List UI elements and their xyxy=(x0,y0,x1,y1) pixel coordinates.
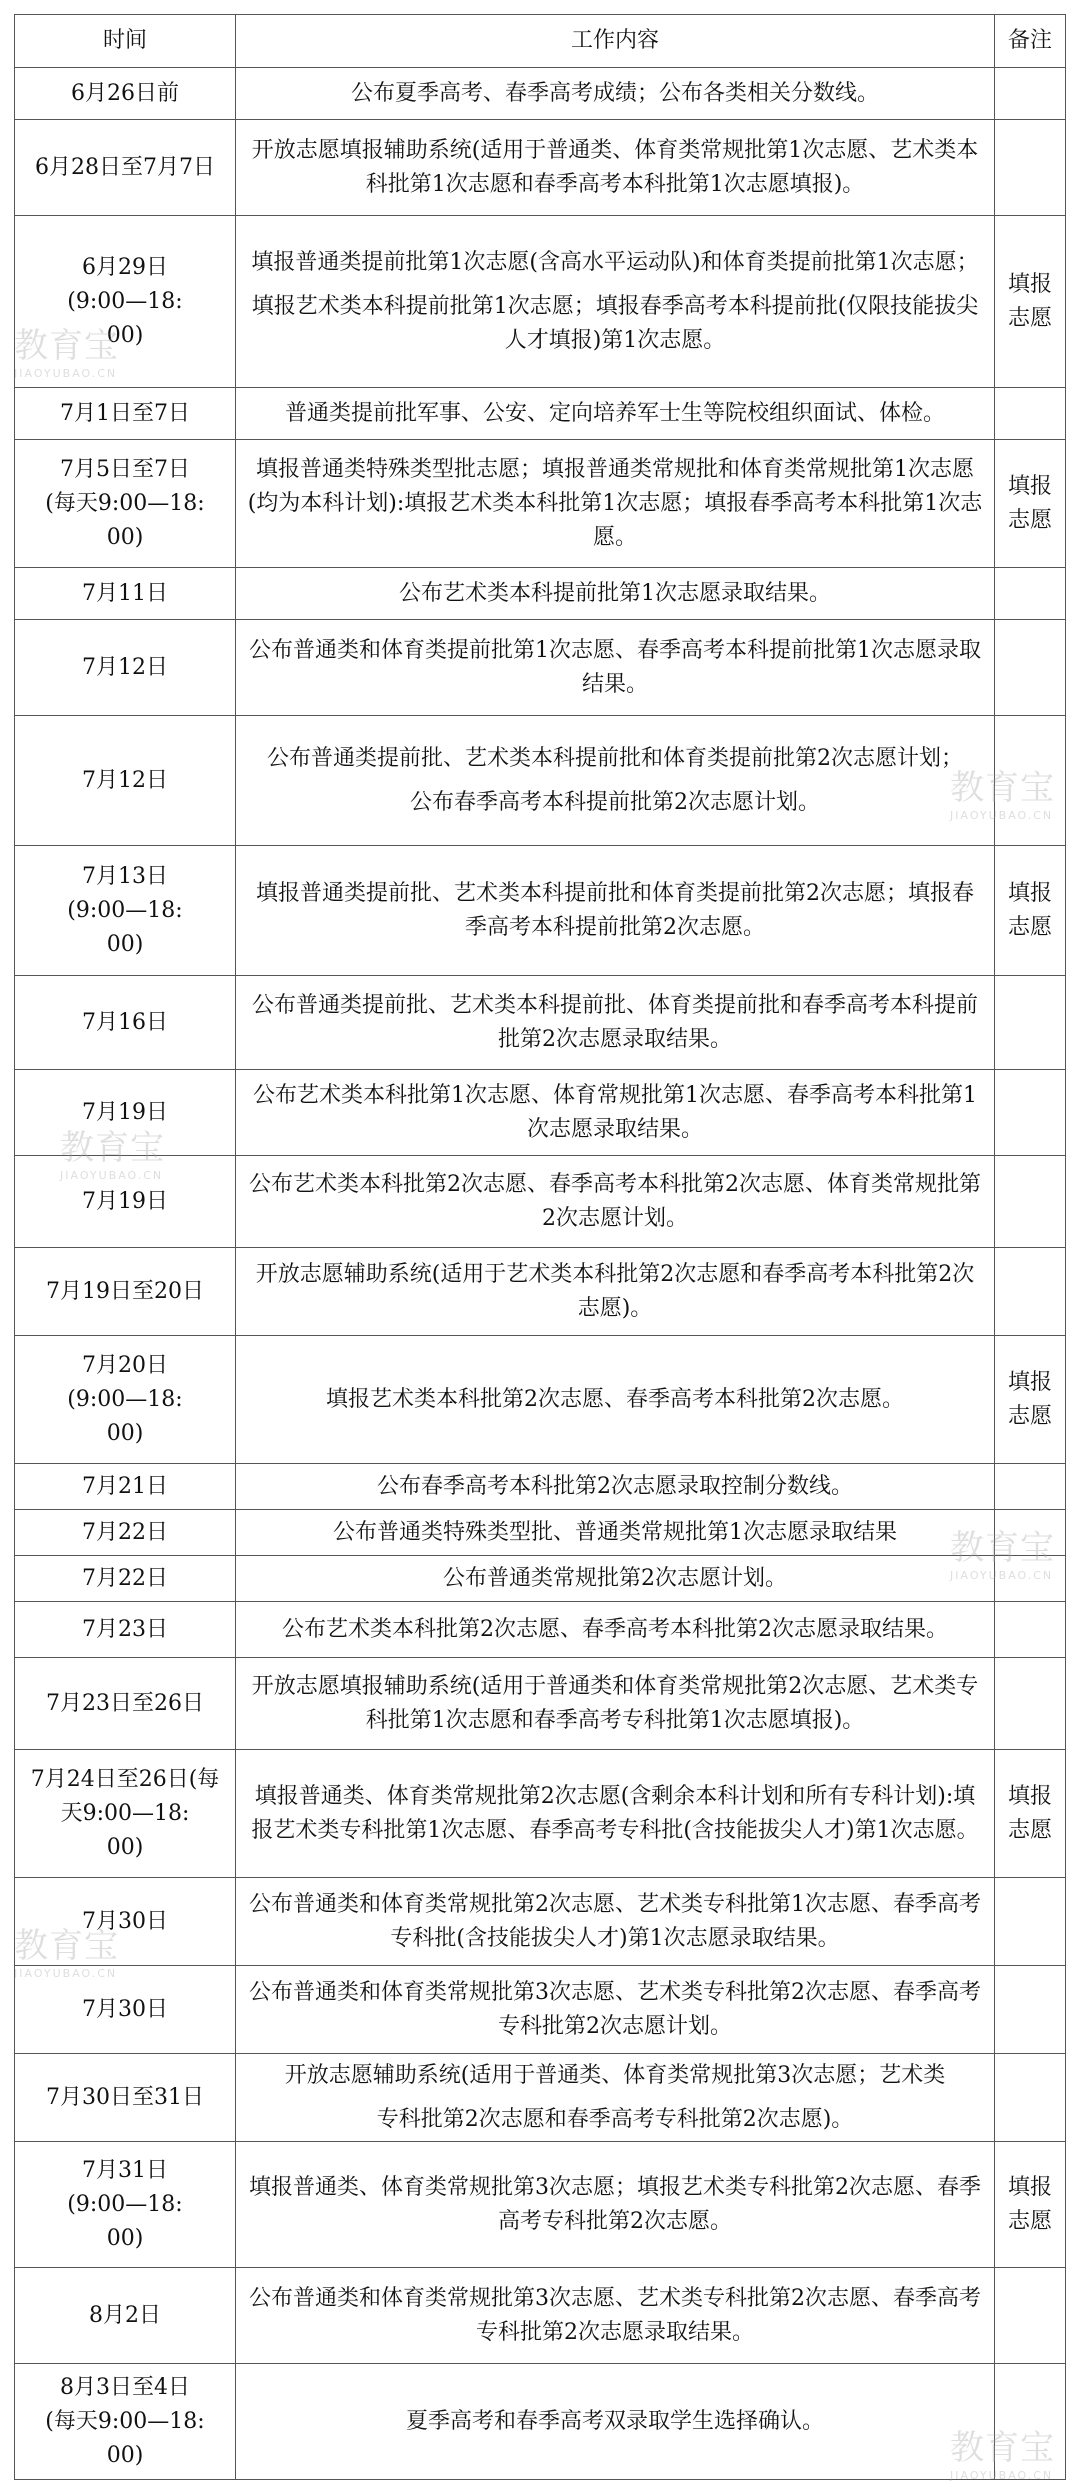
note-cell xyxy=(995,846,1066,976)
content-text: 普通类提前批军事、公安、定向培养军士生等院校组织面试、体检。 xyxy=(284,400,945,426)
content-text: 填报普通类提前批第1次志愿(含高水平运动队)和体育类提前批第1次志愿； xyxy=(251,249,979,275)
note-cell xyxy=(995,1464,1066,1510)
time-cell xyxy=(15,68,236,120)
note-cell xyxy=(995,1602,1066,1658)
time-cell xyxy=(15,1336,236,1464)
content-cell xyxy=(236,2268,995,2364)
time-text: 7月19日 xyxy=(82,1188,168,1214)
watermark: 教育宝 JIAOYUBAO.CN xyxy=(950,1528,1055,1582)
time-text: 7月21日 xyxy=(82,1473,168,1499)
content-text: 公布普通类提前批、艺术类本科提前批和体育类提前批第2次志愿计划； xyxy=(267,745,963,771)
content-cell xyxy=(236,2364,995,2480)
time-text: 7月19日至20日 xyxy=(46,1278,204,1304)
time-text: 7月16日 xyxy=(82,1009,168,1035)
content-text: 开放志愿填报辅助系统(适用于普通类和体育类常规批第2次志愿、艺术类专科批第1次志愿和春季高考专科批第1次志愿填报)。 xyxy=(251,1673,979,1733)
content-cell xyxy=(236,620,995,716)
table-row xyxy=(15,716,1066,846)
time-cell xyxy=(15,1248,236,1336)
note-cell xyxy=(995,568,1066,620)
time-text: 7月11日 xyxy=(82,580,168,606)
table-row xyxy=(15,2142,1066,2268)
table-row xyxy=(15,1750,1066,1878)
time-text: 7月30日 xyxy=(82,1908,168,1934)
watermark: 教育宝 JIAOYUBAO.CN xyxy=(950,2428,1055,2482)
time-text: 7月20日 xyxy=(82,1352,168,1378)
time-text: 7月24日至26日(每 xyxy=(30,1766,220,1792)
table-row xyxy=(15,1658,1066,1750)
note-cell xyxy=(995,1658,1066,1750)
note-cell xyxy=(995,2268,1066,2364)
note-text: 填报志愿 xyxy=(1007,1369,1052,1429)
table-row xyxy=(15,1464,1066,1510)
time-text: 8月2日 xyxy=(89,2302,161,2328)
content-cell xyxy=(236,1556,995,1602)
content-cell xyxy=(236,68,995,120)
content-text: 公布普通类和体育类常规批第2次志愿、艺术类专科批第1次志愿、春季高考专科批(含技能拔尖人才)第1次志愿录取结果。 xyxy=(249,1891,981,1951)
content-cell xyxy=(236,1878,995,1966)
time-cell xyxy=(15,976,236,1070)
time-text: 7月30日至31日 xyxy=(46,2084,204,2110)
note-cell xyxy=(995,120,1066,216)
table-row xyxy=(15,1510,1066,1556)
table-row xyxy=(15,1070,1066,1156)
table-row xyxy=(15,2268,1066,2364)
content-text: 专科批第2次志愿和春季高考专科批第2次志愿)。 xyxy=(376,2106,854,2132)
content-cell xyxy=(236,1336,995,1464)
header-content: 工作内容 xyxy=(236,15,995,68)
table-row xyxy=(15,1602,1066,1658)
content-text: 公布艺术类本科批第2次志愿、春季高考本科批第2次志愿、体育类常规批第2次志愿计划。 xyxy=(249,1171,981,1231)
time-text: 7月13日 xyxy=(82,863,168,889)
content-text: 公布春季高考本科提前批第2次志愿计划。 xyxy=(410,789,820,815)
content-text: 公布普通类和体育类常规批第3次志愿、艺术类专科批第2次志愿、春季高考专科批第2次志愿录取结果。 xyxy=(249,2285,981,2345)
table-row xyxy=(15,1336,1066,1464)
time-cell xyxy=(15,120,236,216)
time-text: 7月23日至26日 xyxy=(46,1690,204,1716)
time-text: 7月22日 xyxy=(82,1519,168,1545)
time-text: 7月23日 xyxy=(82,1616,168,1642)
content-text: 公布普通类常规批第2次志愿计划。 xyxy=(443,1565,787,1591)
time-cell xyxy=(15,1464,236,1510)
time-cell xyxy=(15,388,236,440)
time-text: (每天9:00—18: xyxy=(45,2408,205,2434)
table-row xyxy=(15,68,1066,120)
table-row xyxy=(15,216,1066,388)
content-cell xyxy=(236,976,995,1070)
time-cell xyxy=(15,1510,236,1556)
time-cell xyxy=(15,2364,236,2480)
content-text: 公布普通类和体育类常规批第3次志愿、艺术类专科批第2次志愿、春季高考专科批第2次志愿计划。 xyxy=(249,1979,981,2039)
content-text: 公布夏季高考、春季高考成绩；公布各类相关分数线。 xyxy=(350,80,879,106)
time-text: 7月12日 xyxy=(82,767,168,793)
content-text: 填报普通类提前批、艺术类本科提前批和体育类提前批第2次志愿；填报春季高考本科提前批第2次志愿。 xyxy=(256,880,974,940)
watermark: 教育宝 JIAOYUBAO.CN xyxy=(14,1926,119,1980)
time-text: 6月29日 xyxy=(82,254,168,280)
note-cell xyxy=(995,1070,1066,1156)
table-row xyxy=(15,1556,1066,1602)
note-cell xyxy=(995,388,1066,440)
time-text: 00) xyxy=(106,524,144,550)
time-text: 天9:00—18: xyxy=(60,1800,190,1826)
time-text: 00) xyxy=(106,1420,144,1446)
content-cell xyxy=(236,120,995,216)
content-text: 填报普通类、体育类常规批第2次志愿(含剩余本科计划和所有专科计划):填报艺术类专科批第1次志愿、春季高考专科批(含技能拔尖人才)第1次志愿。 xyxy=(251,1783,979,1843)
content-cell xyxy=(236,1070,995,1156)
time-text: 7月19日 xyxy=(82,1099,168,1125)
content-cell xyxy=(236,1464,995,1510)
time-text: 00) xyxy=(106,2225,144,2251)
time-cell xyxy=(15,1602,236,1658)
time-cell xyxy=(15,568,236,620)
time-text: 00) xyxy=(106,2442,144,2468)
time-cell xyxy=(15,1750,236,1878)
content-text: 开放志愿辅助系统(适用于普通类、体育类常规批第3次志愿；艺术类 xyxy=(284,2062,946,2088)
content-cell xyxy=(236,1966,995,2054)
time-text: 7月12日 xyxy=(82,654,168,680)
table-row xyxy=(15,568,1066,620)
table-row xyxy=(15,2054,1066,2142)
time-cell xyxy=(15,440,236,568)
table-row xyxy=(15,620,1066,716)
schedule-table xyxy=(14,14,1066,2480)
note-cell xyxy=(995,620,1066,716)
note-cell xyxy=(995,1156,1066,1248)
time-text: (9:00—18: xyxy=(67,1386,183,1412)
note-cell xyxy=(995,1248,1066,1336)
content-cell xyxy=(236,216,995,388)
time-text: (9:00—18: xyxy=(67,897,183,923)
content-text: 填报艺术类本科批第2次志愿、春季高考本科批第2次志愿。 xyxy=(326,1386,904,1412)
content-text: 填报普通类、体育类常规批第3次志愿；填报艺术类专科批第2次志愿、春季高考专科批第2次志愿。 xyxy=(249,2174,981,2234)
content-cell xyxy=(236,1156,995,1248)
note-cell xyxy=(995,68,1066,120)
table-header-row xyxy=(15,15,1066,68)
watermark: 教育宝 JIAOYUBAO.CN xyxy=(14,326,119,380)
content-text: 公布艺术类本科提前批第1次志愿录取结果。 xyxy=(399,580,831,606)
time-cell xyxy=(15,846,236,976)
note-cell xyxy=(995,1336,1066,1464)
note-cell xyxy=(995,216,1066,388)
time-cell xyxy=(15,2268,236,2364)
note-cell xyxy=(995,2142,1066,2268)
content-cell xyxy=(236,440,995,568)
time-cell xyxy=(15,1556,236,1602)
table-row xyxy=(15,846,1066,976)
table-row xyxy=(15,1878,1066,1966)
content-text: 公布普通类特殊类型批、普通类常规批第1次志愿录取结果 xyxy=(333,1519,897,1545)
watermark: 教育宝 JIAOYUBAO.CN xyxy=(950,768,1055,822)
note-cell xyxy=(995,2054,1066,2142)
time-text: 7月31日 xyxy=(82,2157,168,2183)
table-row xyxy=(15,1156,1066,1248)
content-cell xyxy=(236,1602,995,1658)
content-cell xyxy=(236,2142,995,2268)
table-body xyxy=(15,68,1066,2480)
content-cell xyxy=(236,846,995,976)
table-row xyxy=(15,976,1066,1070)
note-cell xyxy=(995,976,1066,1070)
note-text: 填报志愿 xyxy=(1007,880,1052,940)
content-cell xyxy=(236,1248,995,1336)
content-text: 公布艺术类本科批第1次志愿、体育常规批第1次志愿、春季高考本科批第1次志愿录取结果。 xyxy=(253,1082,977,1142)
watermark: 教育宝 JIAOYUBAO.CN xyxy=(60,1128,165,1182)
header-time: 时间 xyxy=(15,15,236,68)
time-text: (每天9:00—18: xyxy=(45,490,205,516)
time-text: 00) xyxy=(106,322,144,348)
content-cell xyxy=(236,568,995,620)
note-cell xyxy=(995,1750,1066,1878)
time-text: 7月1日至7日 xyxy=(60,400,190,426)
content-cell xyxy=(236,1658,995,1750)
time-cell xyxy=(15,716,236,846)
note-cell xyxy=(995,1966,1066,2054)
time-text: 00) xyxy=(106,931,144,957)
time-cell xyxy=(15,620,236,716)
table-row xyxy=(15,1966,1066,2054)
time-cell xyxy=(15,2054,236,2142)
content-cell xyxy=(236,716,995,846)
time-cell xyxy=(15,2142,236,2268)
note-text: 填报志愿 xyxy=(1007,271,1052,331)
content-text: 开放志愿填报辅助系统(适用于普通类、体育类常规批第1次志愿、艺术类本科批第1次志愿和春季高考本科批第1次志愿填报)。 xyxy=(251,137,979,197)
time-text: (9:00—18: xyxy=(67,2191,183,2217)
time-text: 6月28日至7月7日 xyxy=(35,154,215,180)
content-text: 填报普通类特殊类型批志愿；填报普通类常规批和体育类常规批第1次志愿(均为本科计划):填报艺术类本科批第1次志愿；填报春季高考本科批第1次志愿。 xyxy=(247,456,983,550)
content-text: 填报艺术类本科提前批第1次志愿；填报春季高考本科提前批(仅限技能拔尖人才填报)第1次志愿。 xyxy=(251,293,979,353)
content-text: 夏季高考和春季高考双录取学生选择确认。 xyxy=(405,2408,824,2434)
content-text: 公布普通类提前批、艺术类本科提前批、体育类提前批和春季高考本科提前批第2次志愿录取结果。 xyxy=(251,992,978,1052)
content-cell xyxy=(236,1750,995,1878)
content-text: 公布春季高考本科批第2次志愿录取控制分数线。 xyxy=(377,1473,853,1499)
table-row xyxy=(15,2364,1066,2480)
time-text: 7月30日 xyxy=(82,1996,168,2022)
time-text: 7月22日 xyxy=(82,1565,168,1591)
time-text: 7月5日至7日 xyxy=(60,456,190,482)
time-cell xyxy=(15,1658,236,1750)
note-text: 填报志愿 xyxy=(1007,1783,1052,1843)
time-text: 8月3日至4日 xyxy=(60,2374,190,2400)
note-cell xyxy=(995,440,1066,568)
content-cell xyxy=(236,2054,995,2142)
content-cell xyxy=(236,388,995,440)
content-text: 公布艺术类本科批第2次志愿、春季高考本科批第2次志愿录取结果。 xyxy=(282,1616,948,1642)
time-text: 00) xyxy=(106,1834,144,1860)
content-text: 开放志愿辅助系统(适用于艺术类本科批第2次志愿和春季高考本科批第2次志愿)。 xyxy=(255,1261,975,1321)
note-text: 填报志愿 xyxy=(1007,2174,1052,2234)
table-row xyxy=(15,1248,1066,1336)
table-row xyxy=(15,388,1066,440)
table-row xyxy=(15,120,1066,216)
header-note: 备注 xyxy=(995,15,1066,68)
time-text: (9:00—18: xyxy=(67,288,183,314)
content-text: 公布普通类和体育类提前批第1次志愿、春季高考本科提前批第1次志愿录取结果。 xyxy=(249,637,981,697)
note-text: 填报志愿 xyxy=(1007,473,1052,533)
note-cell xyxy=(995,1878,1066,1966)
time-text: 6月26日前 xyxy=(71,80,179,106)
table-row xyxy=(15,440,1066,568)
content-cell xyxy=(236,1510,995,1556)
